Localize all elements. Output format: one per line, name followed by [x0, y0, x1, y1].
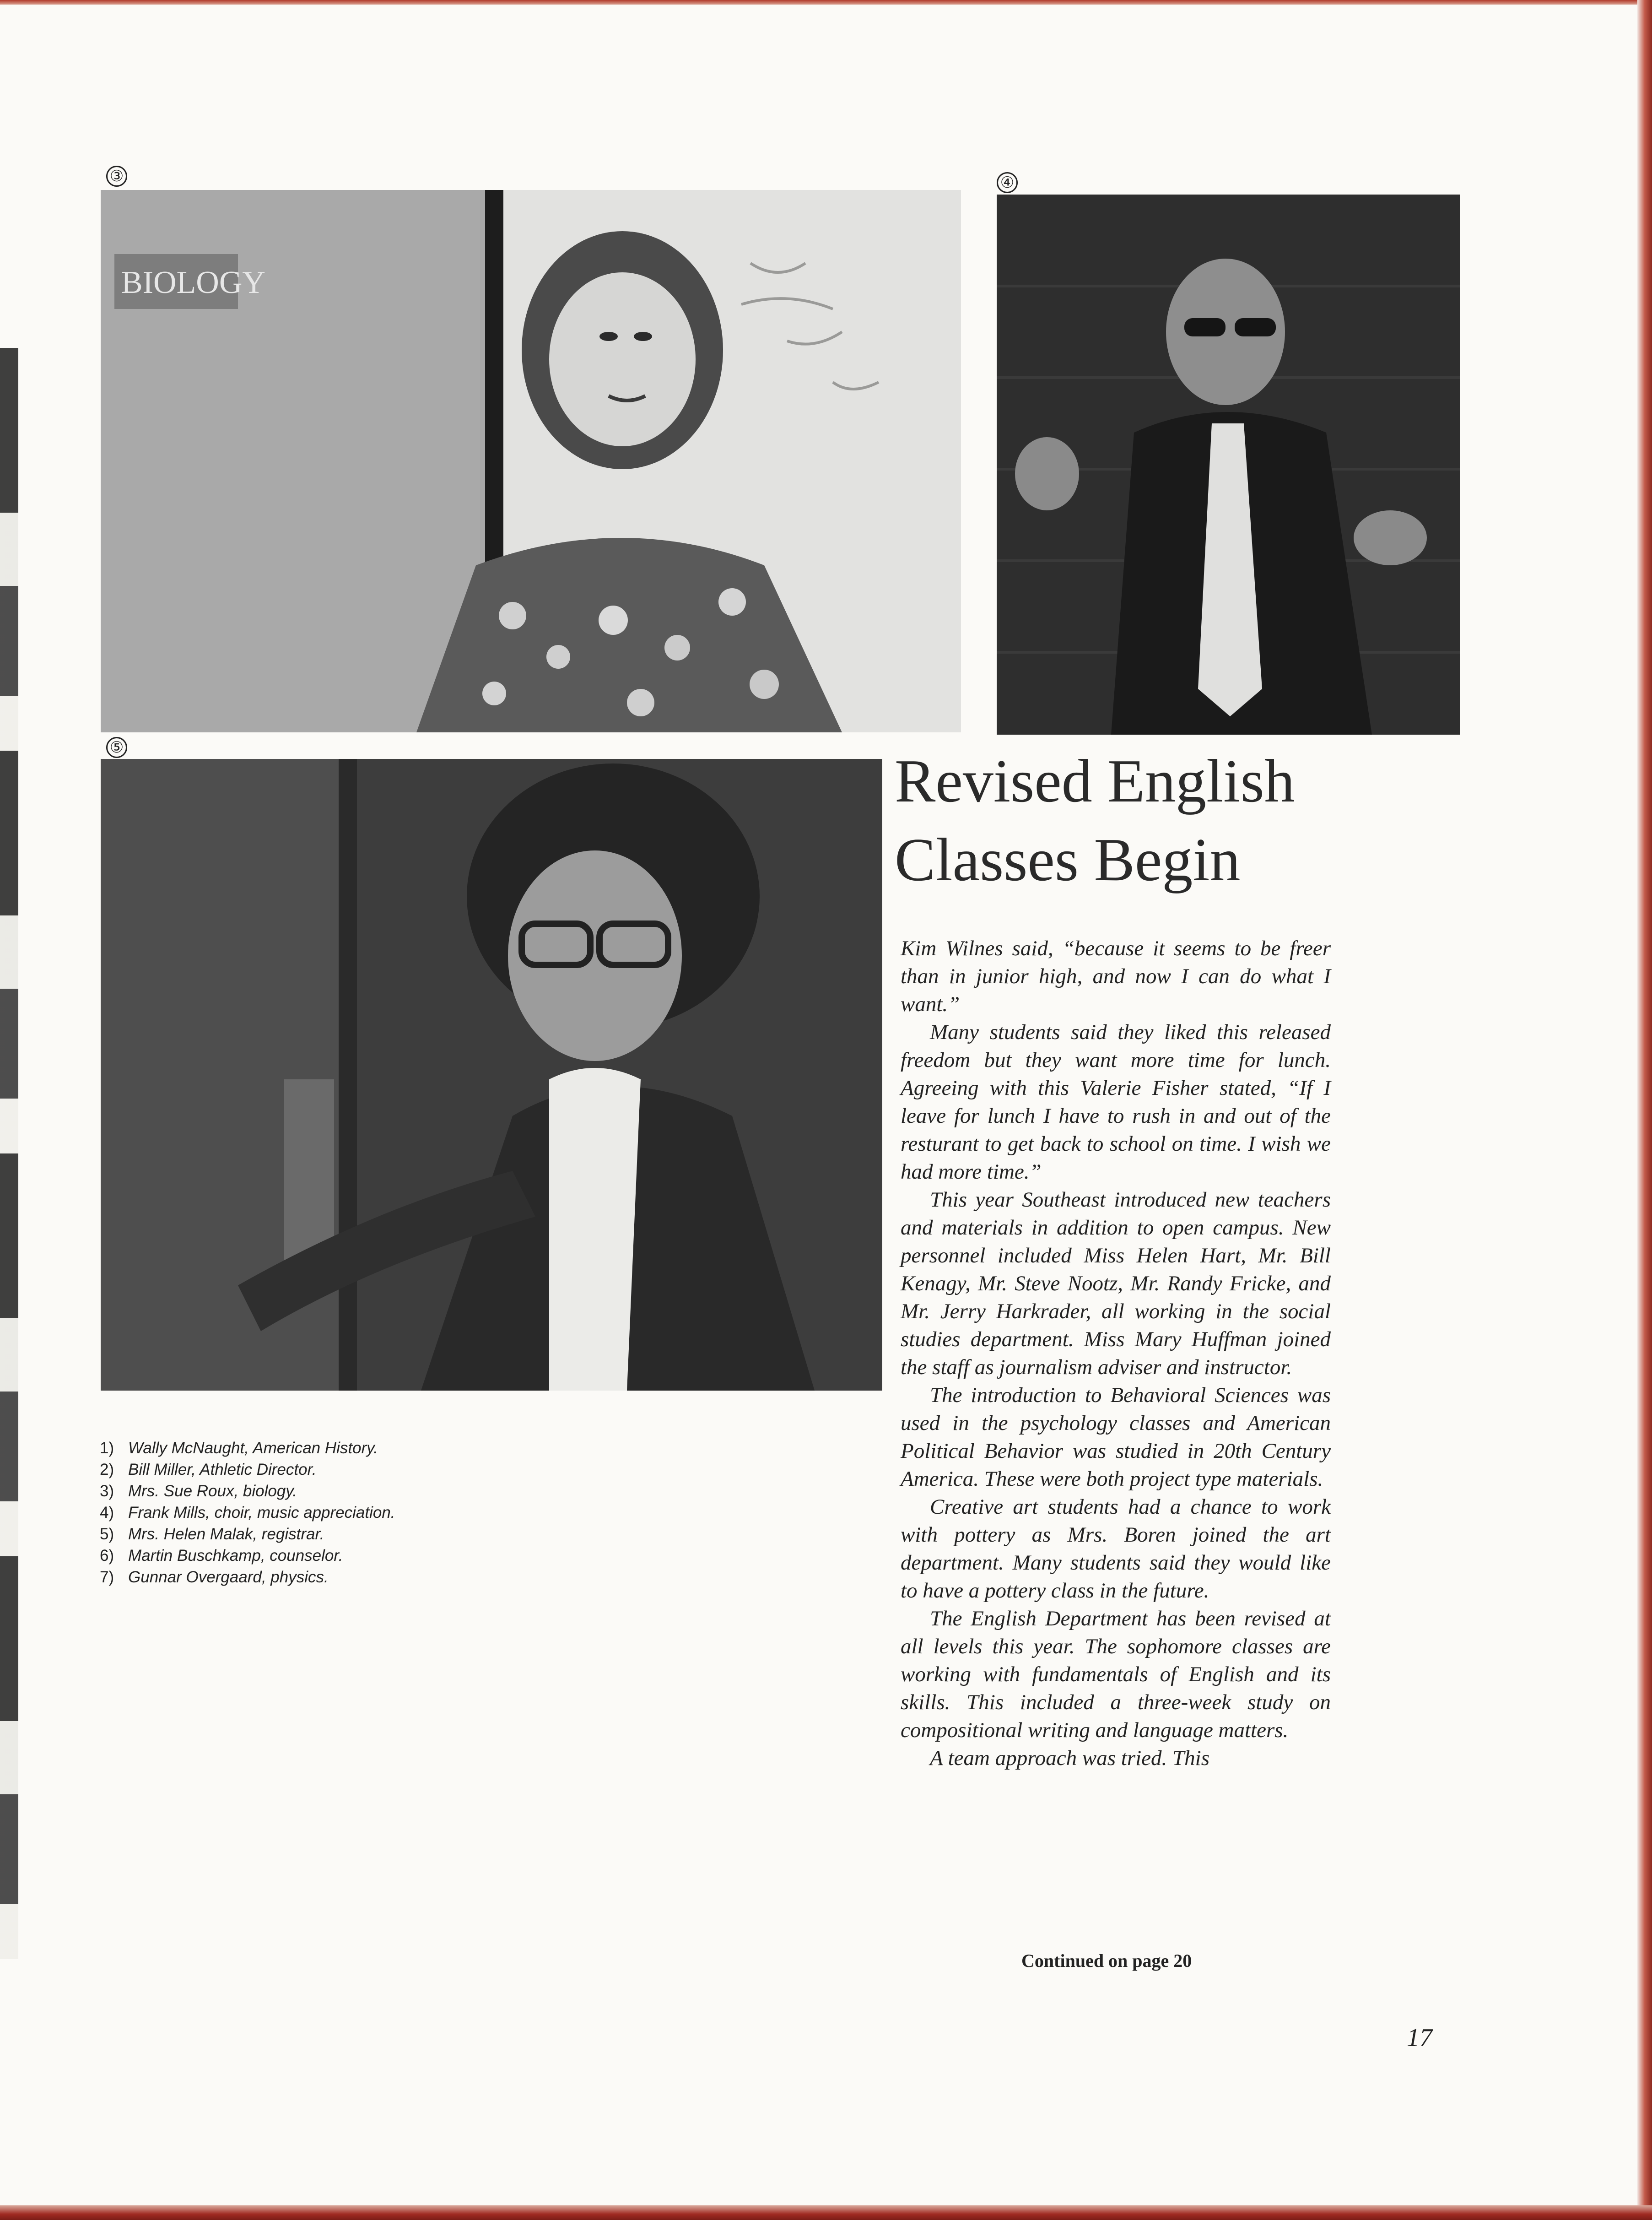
headline-line-1: Revised English — [895, 747, 1295, 815]
book-binding-edge — [1637, 0, 1652, 2220]
article-body — [901, 935, 1331, 1772]
caption-number: 2) — [100, 1461, 114, 1478]
caption-number: 7) — [100, 1568, 114, 1586]
facing-page-bleed — [0, 348, 18, 1959]
photo-5-number: ⑤ — [106, 737, 127, 758]
article-paragraph-7: A team approach was tried. This — [930, 1746, 1210, 1770]
caption-item — [100, 1459, 512, 1480]
article-paragraph-3: This year Southeast introduced new teachers and materials in addition to open campus. New personnel included Miss Helen Hart, Mr. Bill Kenagy, Mr. Steve Nootz, Mr. Randy Fricke, and Mr. Jerry Harkrader, all working in the social studies department. Miss Mary Huffman joined the staff as journalism adviser and instructor. — [901, 1188, 1331, 1379]
photo-4-number: ④ — [997, 172, 1018, 193]
article-paragraph-5: Creative art students had a chance to work with pottery as Mrs. Boren joined the art department. Many students said they would like to have a pottery class in the future. — [901, 1495, 1331, 1603]
article-paragraph-1: Kim Wilnes said, “because it seems to be freer than in junior high, and now I can do what I want.” — [901, 937, 1331, 1016]
caption-text: Mrs. Helen Malak, registrar. — [128, 1525, 324, 1543]
photo-3-number: ③ — [106, 166, 127, 187]
article-paragraph-2: Many students said they liked this released freedom but they want more time for lunch. Agreeing with this Valerie Fisher stated, “If I leave for lunch I have to rush in and out of the resturant to get back to school on time. I wish we had more time.” — [901, 1020, 1331, 1184]
biology-sign-text: BIOLOGY — [121, 265, 265, 300]
caption-item — [100, 1566, 512, 1588]
caption-item — [100, 1502, 512, 1523]
continued-notice: Continued on page 20 — [1021, 1950, 1192, 1971]
caption-item — [100, 1480, 512, 1502]
page-top-edge — [0, 0, 1652, 5]
article-paragraph-4: The introduction to Behavioral Sciences was used in the psychology classes and American Political Behavior was studied in 20th Century America. These were both project type materials. — [901, 1383, 1331, 1491]
caption-item — [100, 1545, 512, 1566]
caption-number: 4) — [100, 1504, 114, 1522]
caption-item — [100, 1523, 512, 1545]
article-headline — [895, 742, 1490, 899]
caption-text: Frank Mills, choir, music appreciation. — [128, 1504, 395, 1522]
caption-text: Martin Buschkamp, counselor. — [128, 1547, 343, 1565]
caption-text: Mrs. Sue Roux, biology. — [128, 1482, 297, 1500]
article-paragraph-6: The English Department has been revised at all levels this year. The sophomore classes are working with fundamentals of English and its skills. This included a three-week study on compositional writing and language matters. — [901, 1607, 1331, 1742]
caption-number: 6) — [100, 1547, 114, 1565]
caption-item — [100, 1437, 512, 1459]
caption-text: Wally McNaught, American History. — [128, 1439, 378, 1457]
photo-captions — [100, 1437, 512, 1588]
caption-text: Bill Miller, Athletic Director. — [128, 1461, 317, 1478]
photo-5-registrar — [101, 759, 882, 1391]
photo-3-biology-teacher — [101, 190, 961, 732]
page-number: 17 — [1407, 2024, 1432, 2052]
photo-4-choir-teacher — [997, 195, 1460, 735]
caption-text: Gunnar Overgaard, physics. — [128, 1568, 329, 1586]
caption-number: 5) — [100, 1525, 114, 1543]
caption-number: 3) — [100, 1482, 114, 1500]
headline-line-2: Classes Begin — [895, 826, 1241, 893]
caption-number: 1) — [100, 1439, 114, 1457]
page-bottom-edge — [0, 2205, 1652, 2220]
